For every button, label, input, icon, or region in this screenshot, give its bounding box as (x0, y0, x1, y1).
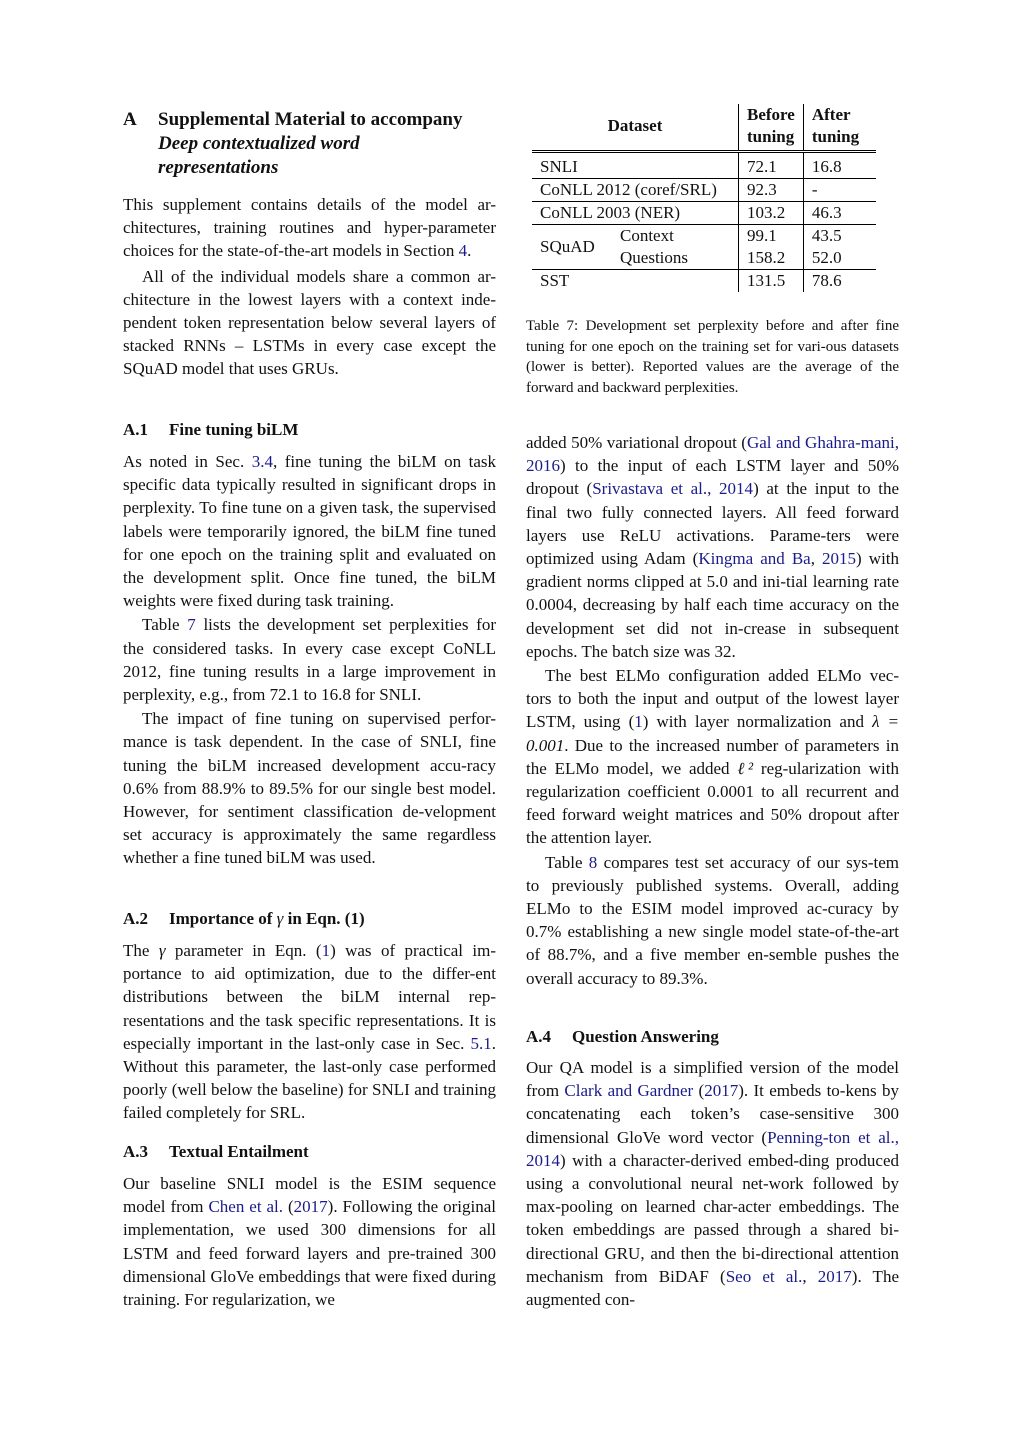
citation-link[interactable]: 2017 (704, 1081, 739, 1101)
intro-block (123, 193, 496, 381)
citation-link[interactable]: 2017 (293, 1197, 328, 1217)
a2-block (123, 939, 496, 1125)
table-ref-link[interactable]: 7 (187, 615, 196, 635)
header-before: Before tuning (739, 104, 804, 152)
a4-paragraph-1: Our QA model is a simplified version of the model from Clark and Gardner (2017). It embeds to-kens by concatenating each token’s case-sensitive 300 dimensional GloVe word vector (Penning-ton et al., 2014) with a character-derived embed-ding produced using a convolutional neural net-work followed by max-pooling on learned char-acter embeddings. The token embeddings are passed through a shared bi-directional GRU, and then the bi-directional attention mechanism from BiDAF (Seo et al., 2017). The augmented con- (526, 1058, 899, 1310)
citation-link[interactable]: Chen et al. (208, 1197, 284, 1217)
citation-link[interactable]: Gal and Ghahra-mani, 2016 (526, 433, 899, 476)
section-title-italic-2: representations (158, 157, 279, 178)
table-header-row (532, 104, 876, 152)
table-row: CoNLL 2012 (coref/SRL) 92.3 - (532, 179, 876, 202)
intro-paragraph-1: This supplement contains details of the model ar-chitectures, training routines and hyper-parameter choices for the state-of-the-art models in Section 4. (123, 195, 496, 261)
a3-paragraph-4: Table 8 compares test set accuracy of our sys-tem to previously published systems. Overall, adding ELMo to the ESIM model improved ac-curacy by 0.7% establishing a new single model state-of-the-art of 88.7%, and a five member en-semble pushes the overall accuracy to 89.3%. (526, 852, 899, 988)
section-a-title (123, 108, 496, 180)
a1-paragraph-3: The impact of fine tuning on supervised perfor-mance is task dependent. In the case of SNLI, fine tuning the biLM increased development accu-racy 0.6% from 88.9% to 89.5% for our single best model. However, for sentiment classification de-velopment set accuracy is approximately the same regardless whether a fine tuned biLM was used. (123, 709, 496, 868)
a4-block (526, 1056, 899, 1311)
intro-paragraph-2: All of the individual models share a common ar-chitecture in the lowest layers with a context inde-pendent token representation below several layers of stacked RNNs – LSTMs in every case except the SQuAD model that uses GRUs. (123, 266, 496, 379)
a3-paragraph-2: added 50% variational dropout (Gal and Ghahra-mani, 2016) to the input of each LSTM layer and 50% dropout (Srivastava et al., 2014) at the input to the final two fully connected layers. All feed forward layers use ReLU activations. Parame-ters were optimized using Adam (Kingma and Ba, 2015) with gradient norms clipped at 5.0 and ini-tial learning rate 0.0004, decreasing by half each time accuracy on the development set did not in-crease in subsequent epochs. The batch size was 32. (526, 433, 900, 661)
table-row: SST 131.5 78.6 (532, 270, 876, 293)
table-row: Questions 158.2 52.0 (532, 247, 876, 270)
a1-block (123, 450, 496, 870)
perplexity-table (532, 104, 876, 292)
subsection-a3-title: A.3 Textual Entailment (123, 1142, 309, 1161)
table-row: SNLI 72.1 16.8 (532, 152, 876, 179)
header-after: After tuning (803, 104, 876, 152)
subsection-a1-title: A.1 Fine tuning biLM (123, 420, 299, 439)
citation-link[interactable]: Kingma and Ba (698, 549, 811, 569)
a1-paragraph-1: As noted in Sec. 3.4, fine tuning the biLM on task specific data typically resulted in significant drops in perplexity. To fine tune on a given task, the supervised labels were temporarily ignored, the biLM fine tuned for one epoch on the training split and evaluated on the development split. Once fine tuned, the biLM weights were fixed during task training. (123, 452, 496, 611)
table-ref-link[interactable]: 8 (588, 852, 598, 872)
citation-link[interactable]: Penning-ton et al., 2014 (526, 1127, 899, 1170)
subsection-a2-title: A.2 Importance of γ in Eqn. (1) (123, 909, 365, 928)
header-dataset: Dataset (532, 104, 739, 152)
citation-link[interactable]: 2017 (817, 1266, 852, 1286)
section-ref-link[interactable]: 5.1 (470, 1033, 492, 1053)
table-row: SQuAD Context 99.1 43.5 (532, 225, 876, 248)
a3-block (123, 1172, 496, 1311)
a1-paragraph-2: Table 7 lists the development set perplexities for the considered tasks. In every case except CoNLL 2012, fine tuning results in a large improvement in perplexity, e.g., from 72.1 to 16.8 for SNLI. (123, 615, 496, 705)
a3-paragraph-1: Our baseline SNLI model is the ESIM sequence model from Chen et al. (2017). Following the original implementation, we used 300 dimensions for all LSTM and feed forward layers and pre-trained 300 dimensional GloVe embeddings that were fixed during training. For regularization, we (123, 1174, 496, 1310)
section-title-bold: Supplemental Material to accompany (158, 109, 463, 130)
citation-link[interactable]: Seo et al. (725, 1266, 803, 1286)
a3-paragraph-3: The best ELMo configuration added ELMo vec-tors to both the input and output of the lowest layer LSTM, using (1) with layer normalization and λ = 0.001. Due to the increased number of parameters in the ELMo model, we added ℓ² reg-ularization with regularization coefficient 0.0001 to all recurrent and feed forward weight matrices and 50% dropout after the attention layer. (526, 666, 900, 848)
section-ref-link[interactable]: 3.4 (251, 452, 273, 471)
equation-ref-link[interactable]: 1 (634, 712, 643, 732)
equation-ref-link[interactable]: 1 (321, 941, 331, 960)
table-row: CoNLL 2003 (NER) 103.2 46.3 (532, 202, 876, 225)
a3-continued-block (526, 431, 899, 990)
citation-link[interactable]: 2015 (822, 549, 857, 569)
section-ref-link[interactable]: 4 (458, 241, 468, 261)
section-number: A (123, 109, 137, 130)
citation-link[interactable]: Srivastava et al., 2014 (592, 479, 754, 499)
a2-paragraph-1: The γ parameter in Eqn. (1) was of practical im-portance to aid optimization, due to the differ-ent distributions between the biLM internal rep-resentations and the task specific representations. It is especially important in the last-only case in Sec. 5.1. Without this parameter, the last-only case performed poorly (well below the baseline) for SNLI and training failed completely for SRL. (123, 941, 496, 1123)
citation-link[interactable]: Clark and Gardner (564, 1081, 694, 1101)
table-caption: Table 7: Development set perplexity before and after fine tuning for one epoch on the training set for vari-ous datasets (lower is better). Reported values are the average of the forward and backward perplexities. (526, 318, 899, 396)
section-title-italic-1: Deep contextualized word (158, 133, 360, 154)
subsection-a4-title: A.4 Question Answering (526, 1027, 719, 1046)
